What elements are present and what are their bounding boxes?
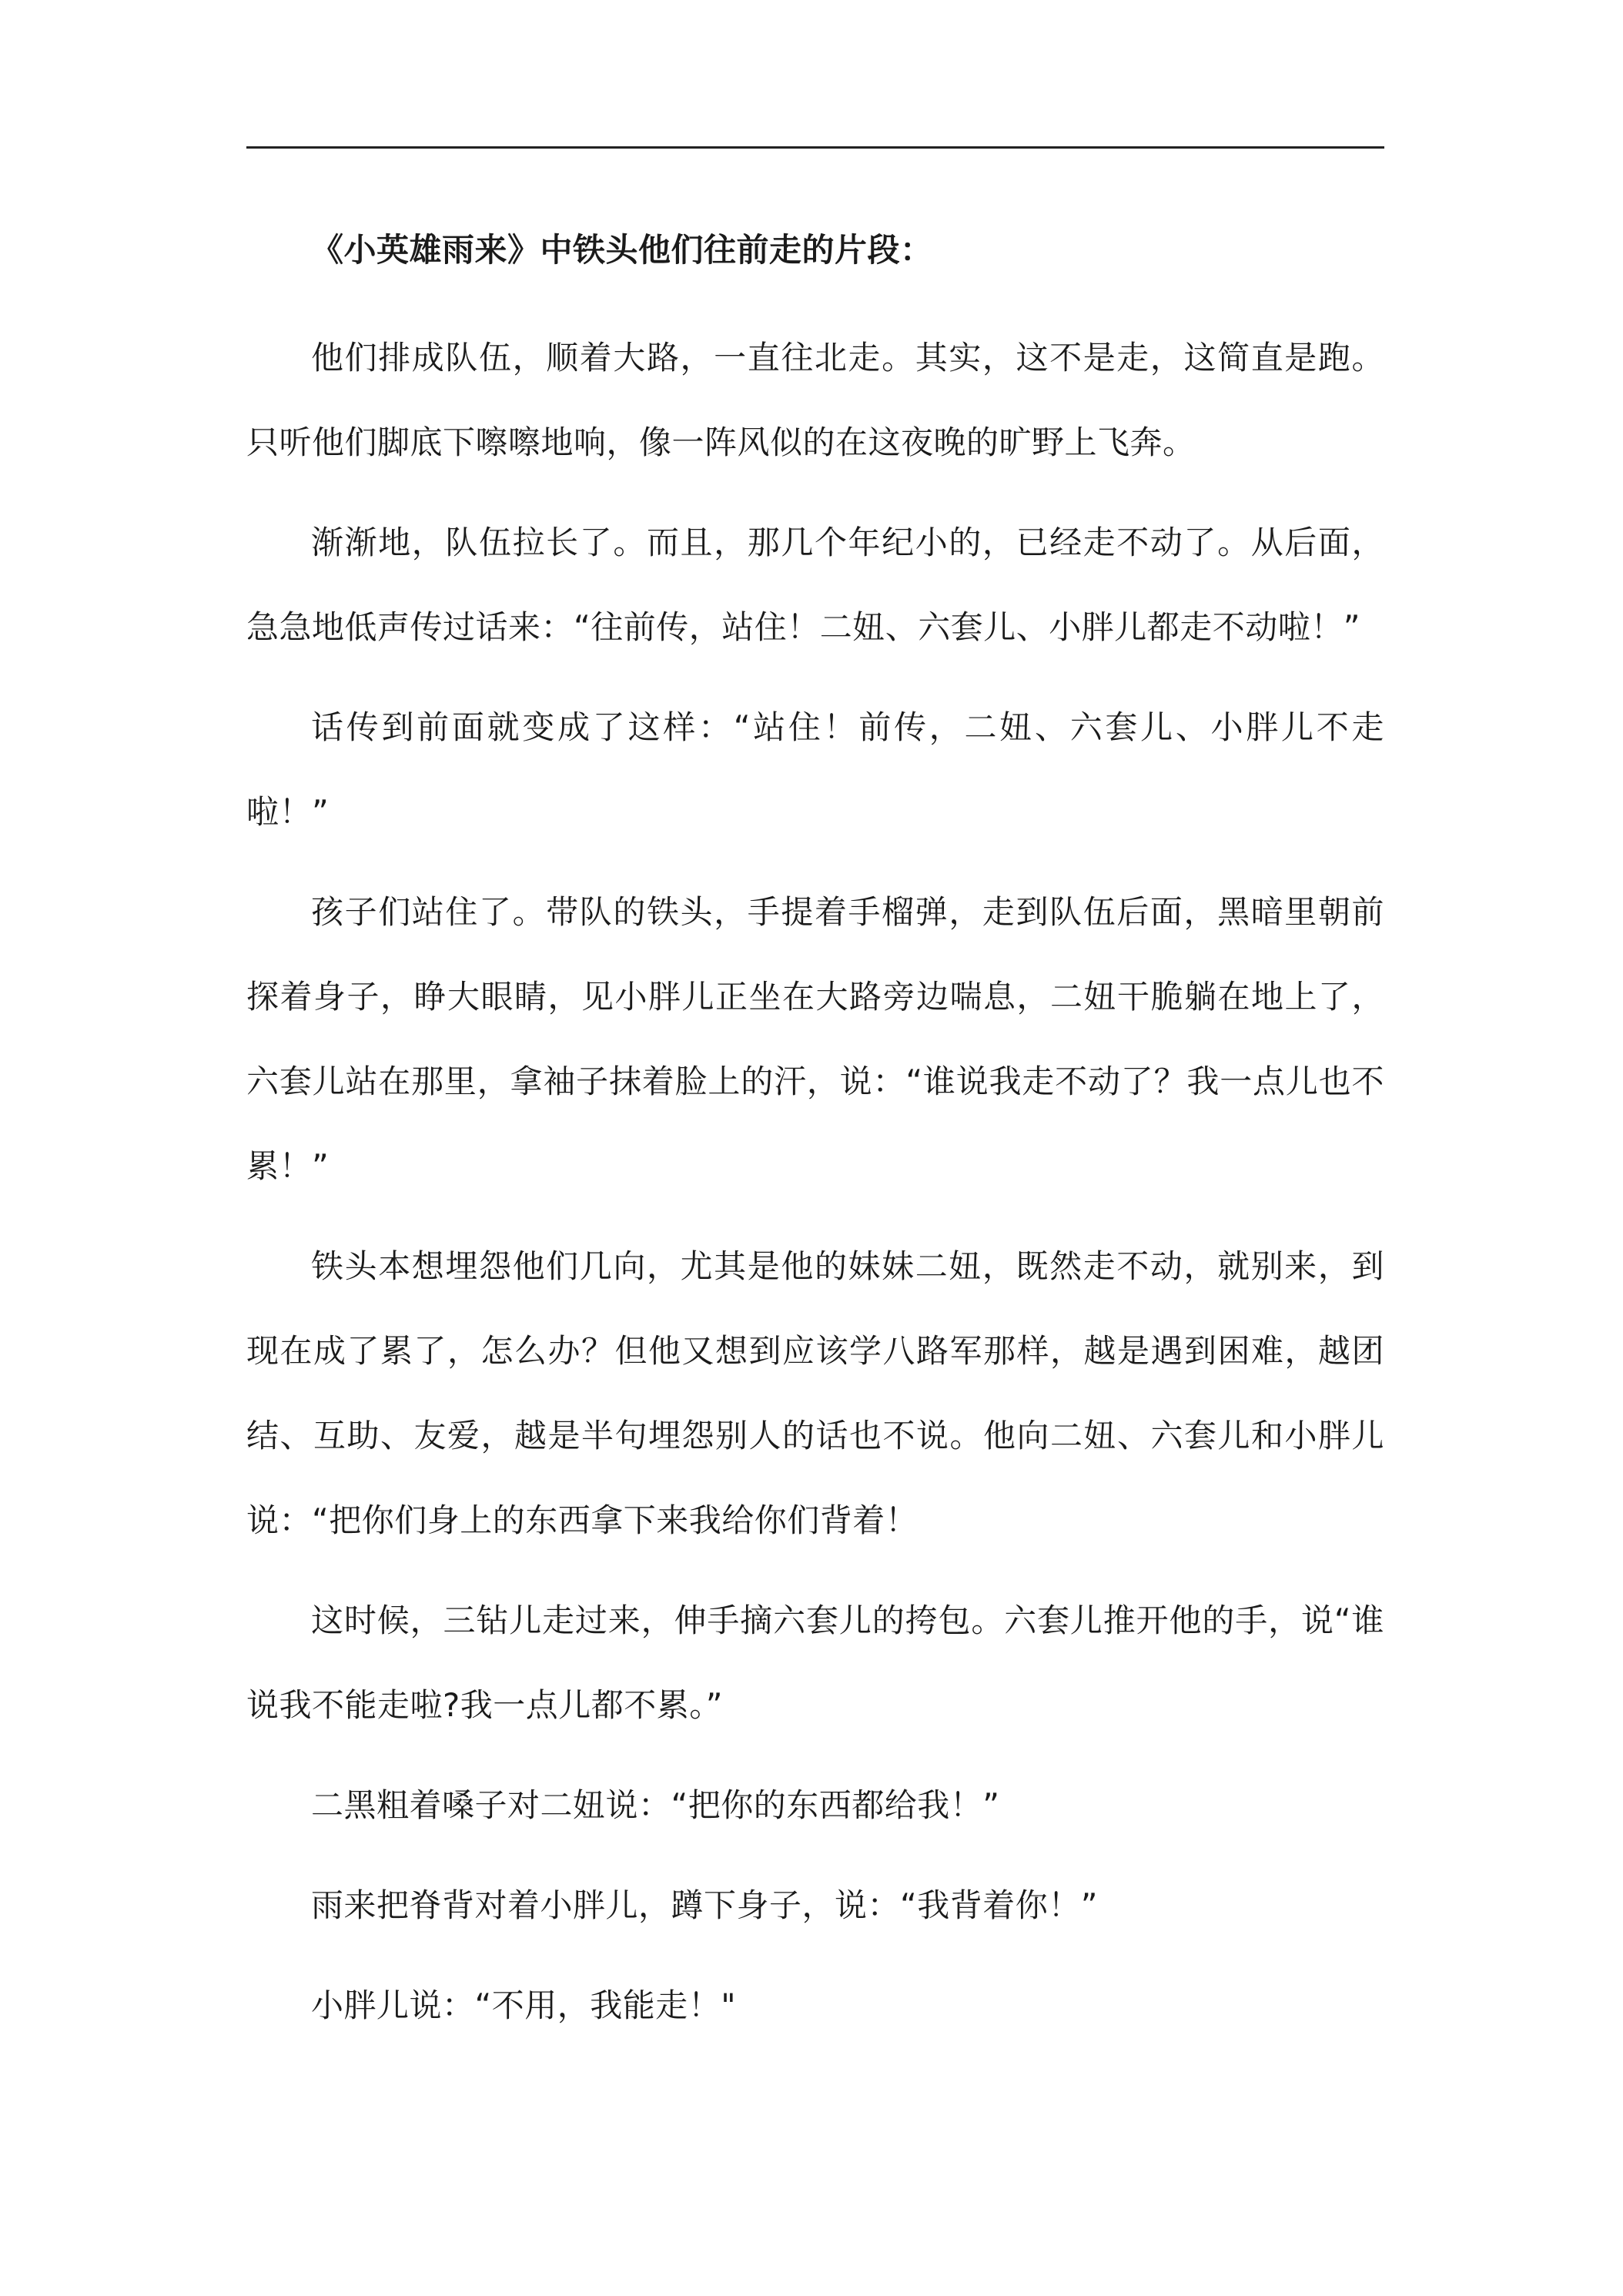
paragraph-9: 小胖儿说：“不用，我能走！": [311, 1986, 737, 2024]
paragraph-8: 雨来把脊背对着小胖儿，蹲下身子，说：“我背着你！”: [311, 1886, 1099, 1924]
paragraph-5: 铁头本想埋怨他们几向，尤其是他的妹妹二妞，既然走不动，就别来，到现在成了累了，怎么办？但他又想到应该学八路军那样，越是遇到困难，越团结、互助、友爱，越是半句埋怨别人的话也不说。他向二妞、六套儿和小胖儿说：“把你们身上的东西拿下来我给你们背着！: [246, 1247, 1384, 1539]
paragraph-3: 话传到前面就变成了这样：“站住！前传，二妞、六套儿、小胖儿不走啦！”: [246, 708, 1384, 831]
header-rule: [246, 146, 1384, 149]
paragraph-4: 孩子们站住了。带队的铁头，手提着手榴弹，走到队伍后面，黑暗里朝前探着身子，睁大眼睛，见小胖儿正坐在大路旁边喘息，二妞干脆躺在地上了，六套儿站在那里，拿袖子抹着脸上的汗，说：“谁说我走不动了？我一点儿也不累！”: [246, 893, 1384, 1185]
document-heading: 《小英雄雨来》中铁头他们往前走的片段：: [311, 231, 933, 269]
paragraph-6: 这时候，三钻儿走过来，伸手摘六套儿的挎包。六套儿推开他的手，说“谁说我不能走啦?我一点儿都不累。”: [246, 1602, 1384, 1724]
document-body: [246, 208, 1384, 2048]
paragraph-7: 二黑粗着嗓子对二妞说：“把你的东西都给我！”: [311, 1786, 1000, 1824]
paragraph-1: 他们排成队伍，顺着大路，一直往北走。其实，这不是走，这简直是跑。只听他们脚底下嚓嚓地响，像一阵风似的在这夜晚的旷野上飞奔。: [246, 339, 1384, 461]
paragraph-2: 渐渐地，队伍拉长了。而且，那几个年纪小的，已经走不动了。从后面，急急地低声传过话来：“往前传，站住！二妞、六套儿、小胖儿都走不动啦！”: [246, 524, 1384, 646]
